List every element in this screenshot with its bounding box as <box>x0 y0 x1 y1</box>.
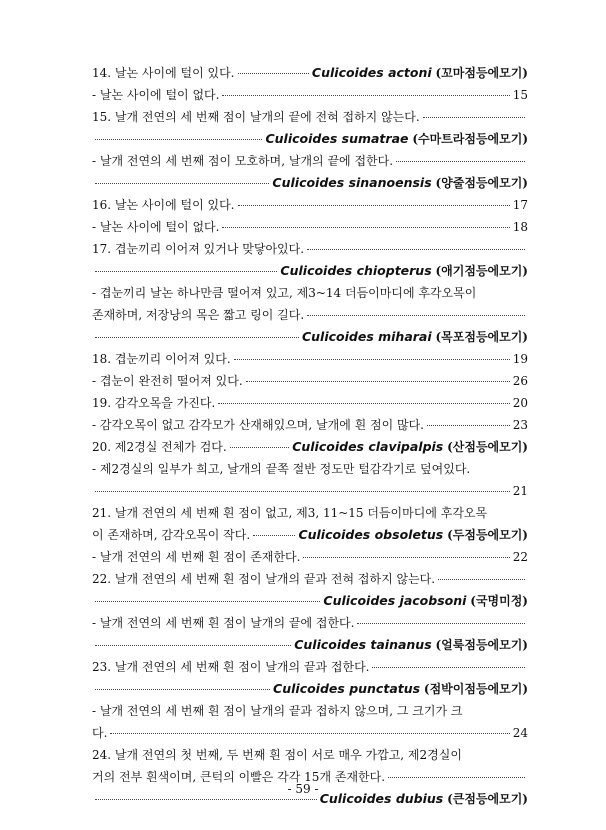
key-line <box>92 612 528 634</box>
dot-leader <box>218 402 509 404</box>
key-line-text: - 날개 전연의 세 번째 흰 점이 날개의 끝과 접하지 않으며, 그 크기가 크 <box>92 704 463 718</box>
dot-leader <box>246 380 510 382</box>
dot-leader <box>253 534 295 536</box>
key-line <box>92 392 528 414</box>
dot-leader <box>230 446 289 448</box>
key-line-text: - 감각오목이 없고 감각모가 산재해있으며, 날개에 흰 점이 많다. <box>92 418 425 432</box>
key-line <box>92 524 528 546</box>
key-line-text: - 겹눈이 완전히 떨어져 있다. <box>92 374 243 388</box>
key-line <box>92 348 528 370</box>
key-line-text: 24. 날개 전연의 첫 번째, 두 번째 흰 점이 서로 매우 가깝고, 제2경실이 <box>92 748 462 762</box>
korean-name: (양줄점등에모기) <box>435 176 528 190</box>
key-line-text: 15. 날개 전연의 세 번째 점이 날개의 끝에 전혀 접하지 않는다. <box>92 110 420 124</box>
key-line-text: - 겹눈끼리 날논 하나만큼 떨어져 있고, 제3~14 더듬이마디에 후각오목이 <box>92 286 477 300</box>
key-line <box>92 260 528 282</box>
key-line <box>92 722 528 744</box>
korean-name: (목포점등에모기) <box>435 330 528 344</box>
key-line-text: 존재하며, 저장낭의 목은 짧고 링이 길다. <box>92 308 305 322</box>
key-line <box>92 106 528 128</box>
key-line-text: 21. 날개 전연의 세 번째 흰 점이 없고, 제3, 11~15 더듬이마디에 후각오목 <box>92 506 488 520</box>
key-line-text: 22. 날개 전연의 세 번째 흰 점이 날개의 끝과 전혀 접하지 않는다. <box>92 572 436 586</box>
dot-leader <box>303 556 509 558</box>
dot-leader <box>95 688 270 690</box>
key-line <box>92 590 528 612</box>
key-line <box>92 700 528 722</box>
couplet-number: 21 <box>512 484 528 498</box>
dot-leader <box>110 732 509 734</box>
dot-leader <box>95 138 262 140</box>
key-line-text: 14. 날논 사이에 털이 있다. <box>92 66 235 80</box>
couplet-number: 23 <box>512 418 528 432</box>
dot-leader <box>95 490 510 492</box>
key-line-text: 17. 겹눈끼리 이어져 있거나 맞닿아있다. <box>92 242 305 256</box>
korean-name: (국명미정) <box>470 594 528 608</box>
korean-name: (큰점등에모기) <box>447 792 528 806</box>
key-line <box>92 656 528 678</box>
key-line <box>92 194 528 216</box>
korean-name: (꼬마점등에모기) <box>435 66 528 80</box>
key-line <box>92 216 528 238</box>
dot-leader <box>423 116 525 118</box>
species-name: Culicoides actoni <box>311 65 432 80</box>
key-line-text: 거의 전부 흰색이며, 큰턱의 이빨은 각각 15개 존재한다. <box>92 770 386 784</box>
key-line-text: 16. 날논 사이에 털이 있다. <box>92 198 235 212</box>
key-line <box>92 128 528 150</box>
species-label <box>292 436 528 458</box>
key-line <box>92 414 528 436</box>
dot-leader <box>307 314 525 316</box>
key-line <box>92 546 528 568</box>
species-name: Culicoides sumatrae <box>265 131 409 146</box>
dot-leader <box>222 226 509 228</box>
dot-leader <box>238 72 309 74</box>
couplet-number: 24 <box>512 726 528 740</box>
key-line-text: - 날개 전연의 세 번째 점이 모호하며, 날개의 끝에 접한다. <box>92 154 394 168</box>
dot-leader <box>396 160 525 162</box>
species-name: Culicoides miharai <box>301 329 432 344</box>
key-line-text: 이 존재하며, 감각오목이 작다. <box>92 528 251 542</box>
species-name: Culicoides obsoletus <box>298 527 444 542</box>
dot-leader <box>427 424 510 426</box>
key-line <box>92 238 528 260</box>
species-label <box>273 678 528 700</box>
species-label <box>265 128 528 150</box>
key-line <box>92 568 528 590</box>
species-label <box>280 260 528 282</box>
dot-leader <box>234 358 510 360</box>
dot-leader <box>95 798 317 800</box>
species-label <box>298 524 528 546</box>
dot-leader <box>95 600 320 602</box>
species-name: Culicoides chiopterus <box>280 263 432 278</box>
key-line-text: 다. <box>92 726 108 740</box>
dot-leader <box>388 776 525 778</box>
dot-leader <box>222 94 509 96</box>
dot-leader <box>95 182 269 184</box>
key-line <box>92 634 528 656</box>
key-line <box>92 84 528 106</box>
key-content <box>92 62 528 810</box>
key-line-text: - 날논 사이에 털이 없다. <box>92 88 220 102</box>
key-line-text: 20. 제2경실 전체가 검다. <box>92 440 227 454</box>
dot-leader <box>95 644 291 646</box>
key-line <box>92 150 528 172</box>
dot-leader <box>95 270 277 272</box>
key-line <box>92 304 528 326</box>
key-line-text: 19. 감각오목을 가진다. <box>92 396 216 410</box>
key-line <box>92 744 528 766</box>
key-line <box>92 326 528 348</box>
species-name: Culicoides tainanus <box>294 637 432 652</box>
couplet-number: 18 <box>512 220 528 234</box>
species-name: Culicoides dubius <box>319 791 444 806</box>
dot-leader <box>95 336 299 338</box>
korean-name: (수마트라점등에모기) <box>412 132 528 146</box>
korean-name: (얼룩점등에모기) <box>435 638 528 652</box>
page-number: - 59 - <box>287 782 319 796</box>
key-line-text: - 날논 사이에 털이 없다. <box>92 220 220 234</box>
key-line <box>92 436 528 458</box>
key-line <box>92 480 528 502</box>
species-label <box>312 62 528 84</box>
couplet-number: 15 <box>512 88 528 102</box>
key-line <box>92 282 528 304</box>
species-label <box>302 326 528 348</box>
couplet-number: 17 <box>512 198 528 212</box>
species-label <box>272 172 528 194</box>
species-name: Culicoides clavipalpis <box>292 439 444 454</box>
dot-leader <box>307 248 525 250</box>
korean-name: (애기점등에모기) <box>435 264 528 278</box>
korean-name: (산점등에모기) <box>447 440 528 454</box>
couplet-number: 22 <box>512 550 528 564</box>
dot-leader <box>238 204 510 206</box>
key-line-text: - 제2경실의 일부가 희고, 날개의 끝쪽 절반 정도만 털감각기로 덮여있다. <box>92 462 471 476</box>
key-line-text: 23. 날개 전연의 세 번째 흰 점이 날개의 끝과 접한다. <box>92 660 370 674</box>
dot-leader <box>438 578 525 580</box>
dot-leader <box>372 666 525 668</box>
key-line-text: - 날개 전연의 세 번째 흰 점이 존재한다. <box>92 550 301 564</box>
couplet-number: 20 <box>512 396 528 410</box>
key-line-text: 18. 겹눈끼리 이어져 있다. <box>92 352 231 366</box>
key-line-text: - 날개 전연의 세 번째 흰 점이 날개의 끝에 접한다. <box>92 616 355 630</box>
dot-leader <box>357 622 525 624</box>
key-line <box>92 62 528 84</box>
species-name: Culicoides punctatus <box>273 681 421 696</box>
key-line <box>92 678 528 700</box>
species-name: Culicoides jacobsoni <box>323 593 467 608</box>
species-label <box>323 590 528 612</box>
species-name: Culicoides sinanoensis <box>272 175 432 190</box>
key-line <box>92 502 528 524</box>
couplet-number: 26 <box>512 374 528 388</box>
korean-name: (점박이점등에모기) <box>423 682 528 696</box>
key-line <box>92 370 528 392</box>
couplet-number: 19 <box>512 352 528 366</box>
key-line <box>92 458 528 480</box>
key-line <box>92 172 528 194</box>
korean-name: (두점등에모기) <box>447 528 528 542</box>
species-label <box>294 634 528 656</box>
